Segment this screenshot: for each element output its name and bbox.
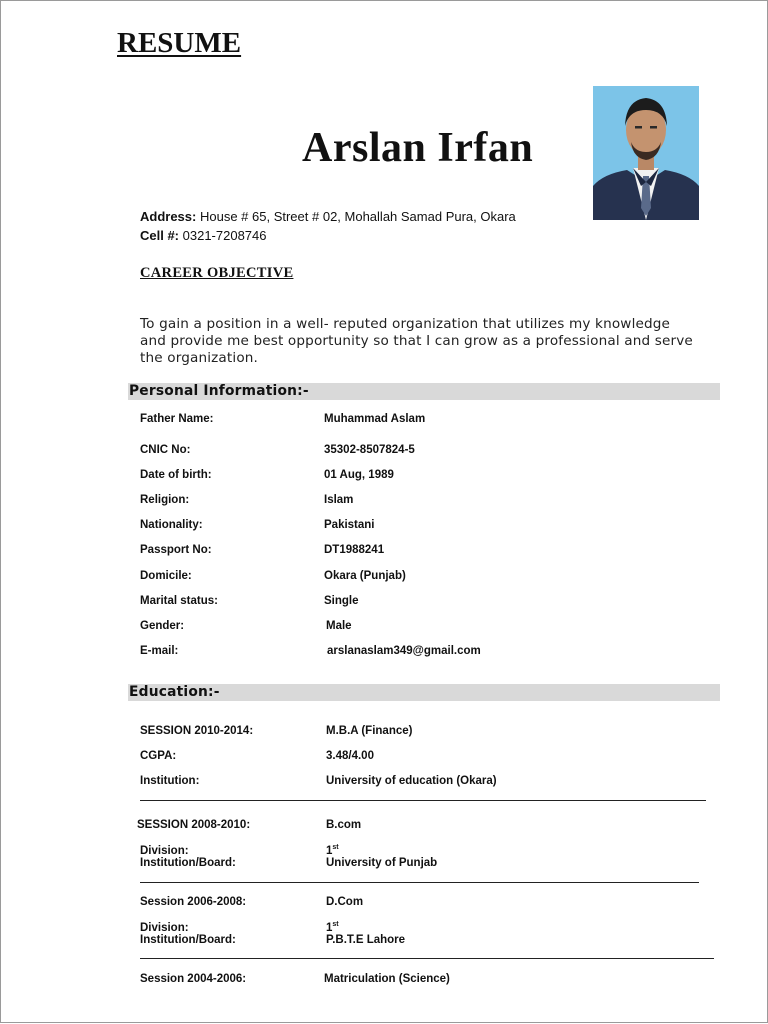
field-value: DT1988241 bbox=[324, 544, 385, 556]
session-label: SESSION 2010-2014: bbox=[140, 725, 254, 737]
division-label: Division: bbox=[140, 922, 189, 934]
field-label: Domicile: bbox=[140, 570, 192, 582]
field-label: Gender: bbox=[140, 620, 185, 632]
division-label: Division: bbox=[140, 845, 189, 857]
address-label: Address: bbox=[140, 209, 197, 224]
personal-info-bar bbox=[128, 383, 720, 400]
field-value: Islam bbox=[324, 494, 354, 506]
field-value: Muhammad Aslam bbox=[324, 413, 426, 425]
address-value: House # 65, Street # 02, Mohallah Samad Pura, Okara bbox=[199, 209, 516, 224]
field-value: Single bbox=[324, 595, 359, 607]
cell-value: 0321-7208746 bbox=[182, 228, 267, 243]
address-line bbox=[140, 209, 516, 224]
session-label: SESSION 2008-2010: bbox=[137, 819, 251, 831]
institution-label: Institution: bbox=[140, 775, 200, 787]
field-label: Marital status: bbox=[140, 595, 218, 607]
resume-heading: RESUME bbox=[117, 27, 242, 59]
email-value: arslanaslam349@gmail.com bbox=[327, 645, 481, 657]
division-ordinal: st bbox=[332, 921, 339, 928]
board-label: Institution/Board: bbox=[140, 857, 236, 869]
board-value: P.B.T.E Lahore bbox=[326, 934, 406, 946]
career-objective-title: CAREER OBJECTIVE bbox=[140, 265, 294, 281]
degree-value: Matriculation (Science) bbox=[324, 973, 450, 985]
field-label: Passport No: bbox=[140, 544, 212, 556]
field-label: Father Name: bbox=[140, 413, 214, 425]
career-objective-text: To gain a position in a well- reputed organization that utilizes my knowledge and provide me best opportunity so that I can grow as a professional and serve the organization. bbox=[140, 316, 693, 366]
division-value: 1st bbox=[326, 921, 339, 934]
board-label: Institution/Board: bbox=[140, 934, 236, 946]
division-ordinal: st bbox=[332, 844, 339, 851]
field-label: Date of birth: bbox=[140, 469, 212, 481]
separator-line bbox=[140, 882, 699, 883]
field-value: Male bbox=[326, 620, 352, 632]
degree-value: M.B.A (Finance) bbox=[326, 725, 413, 737]
field-label: CNIC No: bbox=[140, 444, 191, 456]
field-label: Nationality: bbox=[140, 519, 203, 531]
field-value: Okara (Punjab) bbox=[324, 570, 406, 582]
field-value: Pakistani bbox=[324, 519, 375, 531]
cell-label: Cell #: bbox=[140, 228, 180, 243]
personal-info-title: Personal Information:- bbox=[129, 383, 309, 399]
cell-line bbox=[140, 228, 267, 243]
cgpa-value: 3.48/4.00 bbox=[326, 750, 374, 762]
session-label: Session 2004-2006: bbox=[140, 973, 247, 985]
separator-line bbox=[140, 958, 714, 959]
separator-line bbox=[140, 800, 706, 801]
cgpa-label: CGPA: bbox=[140, 750, 177, 762]
field-value: 01 Aug, 1989 bbox=[324, 469, 394, 481]
institution-value: University of education (Okara) bbox=[326, 775, 497, 787]
session-label: Session 2006-2008: bbox=[140, 896, 247, 908]
degree-value: D.Com bbox=[326, 896, 364, 908]
degree-value: B.com bbox=[326, 819, 362, 831]
education-bar bbox=[128, 684, 720, 701]
field-label: E-mail: bbox=[140, 645, 179, 657]
division-value: 1st bbox=[326, 844, 339, 857]
field-label: Religion: bbox=[140, 494, 190, 506]
education-title: Education:- bbox=[129, 684, 220, 700]
profile-photo bbox=[593, 86, 699, 220]
person-portrait-icon bbox=[593, 86, 699, 220]
board-value: University of Punjab bbox=[326, 857, 438, 869]
field-value: 35302-8507824-5 bbox=[324, 444, 415, 456]
candidate-name: Arslan Irfan bbox=[302, 125, 534, 171]
